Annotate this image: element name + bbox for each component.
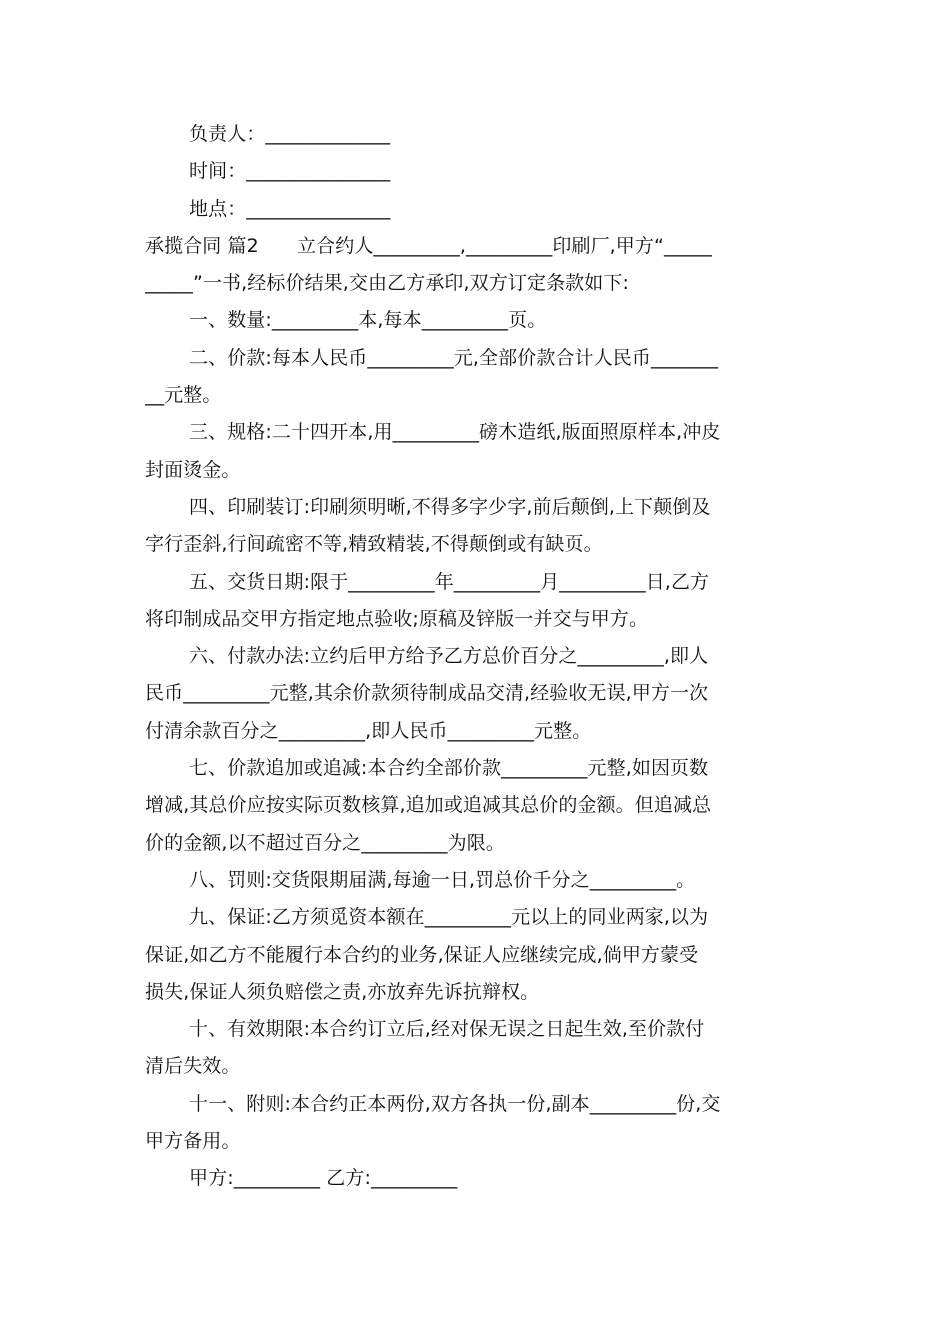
contract-line: 民币_________元整,其余价款须待制成品交清,经验收无误,甲方一次 <box>145 682 709 705</box>
contract-line: 清后失效。 <box>145 1055 241 1078</box>
contract-line: 保证,如乙方不能履行本合约的业务,保证人应继续完成,倘甲方蒙受 <box>145 943 699 966</box>
contract-body <box>145 116 809 1198</box>
contract-line: 封面烫金。 <box>145 458 241 481</box>
contract-line: 七、价款追加或追减:本合约全部价款_________元整,如因页数 <box>189 757 709 780</box>
contract-line: __元整。 <box>145 384 222 407</box>
contract-line: 损失,保证人须负赔偿之责,亦放弃先诉抗辩权。 <box>145 980 540 1003</box>
contract-line: 价的金额,以不超过百分之_________为限。 <box>145 831 505 854</box>
contract-line: 字行歪斜,行间疏密不等,精致精装,不得颠倒或有缺页。 <box>145 533 603 556</box>
contract-line: 付清余款百分之_________,即人民币_________元整。 <box>145 719 592 742</box>
contract-line: 十一、附则:本合约正本两份,双方各执一份,副本_________份,交 <box>189 1092 721 1115</box>
contract-line: 甲方:_________ 乙方:_________ <box>189 1167 458 1190</box>
contract-line: 一、数量:_________本,每本_________页。 <box>189 309 547 332</box>
contract-line: 增减,其总价应按实际页数核算,追加或追减其总价的金额。但追减总 <box>145 794 712 817</box>
contract-line: _____”一书,经标价结果,交由乙方承印,双方订定条款如下: <box>145 272 629 295</box>
contract-line: 二、价款:每本人民币_________元,全部价款合计人民币_______ <box>189 346 719 369</box>
header-line-place: 地点：_______________ <box>189 197 391 220</box>
contract-line: 十、有效期限:本合约订立后,经对保无误之日起生效,至价款付 <box>189 1018 705 1041</box>
contract-line: 承揽合同 篇2 立合约人_________,_________印刷厂,甲方“_____ <box>145 234 712 257</box>
contract-line: 四、印刷装订:印刷须明晰,不得多字少字,前后颠倒,上下颠倒及 <box>189 495 711 518</box>
contract-line: 三、规格:二十四开本,用_________磅木造纸,版面照原样本,冲皮 <box>189 421 721 444</box>
contract-line: 九、保证:乙方须觅资本额在_________元以上的同业两家,以为 <box>189 906 709 929</box>
header-line-responsible: 负责人：_____________ <box>189 123 391 145</box>
contract-line: 八、罚则:交货限期届满,每逾一日,罚总价千分之_________。 <box>189 868 696 891</box>
contract-line: 五、交货日期:限于_________年_________月_________日,乙方 <box>189 570 710 593</box>
header-line-time: 时间：_______________ <box>189 160 391 183</box>
contract-line: 将印制成品交甲方指定地点验收;原稿及锌版一并交与甲方。 <box>145 607 649 630</box>
contract-text <box>145 228 809 1198</box>
contract-line: 六、付款办法:立约后甲方给予乙方总价百分之_________,即人 <box>189 645 709 668</box>
contract-line: 甲方备用。 <box>145 1130 241 1153</box>
